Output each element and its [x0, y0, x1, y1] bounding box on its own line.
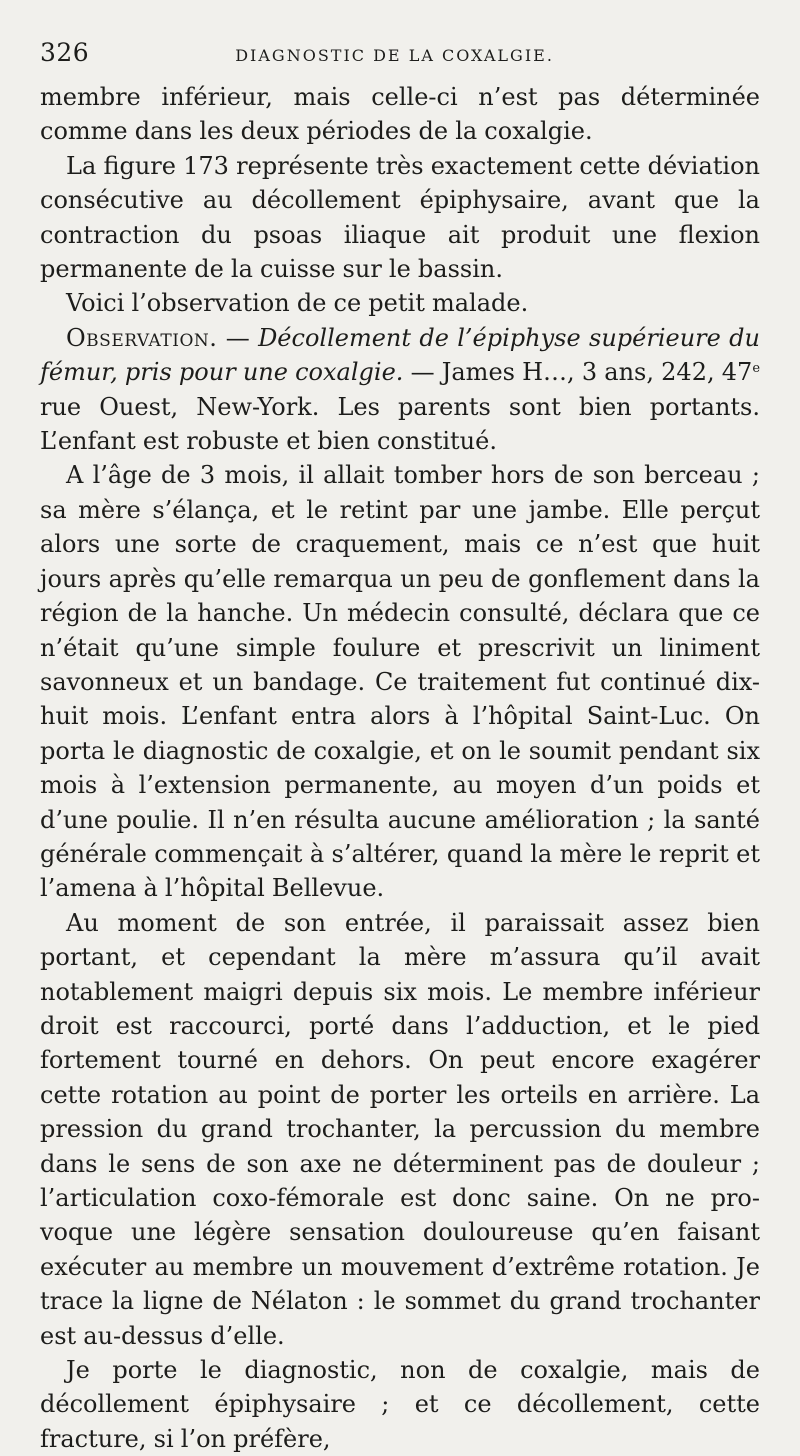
page-header — [40, 38, 760, 78]
paragraph-examination: Au moment de son entrée, il paraissait assez bien portant, et cependant la mère m’assura qu’il avait notablement maigri depuis six mois. Le membre inférieur droit est raccourci, porté dans l’adduction, et le pied fortement tourné en dehors. On peut encore exagérer cette rotation au point de porter les orteils en arrière. La pression du grand trochanter, la percussion du membre dans le sens de son axe ne déterminent pas de douleur ; l’articulation coxo-fémorale est donc saine. On ne provoque une légère sensation douloureuse qu’en faisant exécuter au membre un mouvement d’extrême rotation. Je trace la ligne de Nélaton : le sommet du grand trochanter est au-dessus d’elle. — [40, 908, 760, 1350]
running-head: DIAGNOSTIC DE LA COXALGIE. — [235, 46, 554, 65]
dash: — — [217, 323, 259, 352]
page-number: 326 — [40, 38, 90, 67]
paragraph-continuation: membre inférieur, mais celle-ci n’est pas déterminée comme dans les deux périodes de la coxalgie. — [40, 83, 760, 146]
paragraph-figure-reference: La figure 173 représente très exactement cette déviation consécutive au décollement épiphysaire, avant que la contraction du psoas iliaque ait produit une flexion permanente de la cuisse sur le bassin. — [40, 151, 760, 284]
observation-label: Observation. — [66, 323, 218, 352]
observation-title: Décollement de l’épiphyse supérieure du fémur, pris pour une coxalgie. — [40, 323, 760, 387]
observation-text-cont: rue Ouest, New-York. Les parents sont bien portants. L’enfant est robuste et bien constitué. — [40, 392, 760, 456]
superscript: e — [752, 361, 761, 377]
paragraph-observation-intro: Voici l’observation de ce petit malade. — [66, 289, 529, 318]
body-text — [40, 80, 760, 1456]
paragraph-observation — [40, 321, 760, 459]
observation-text: James H…, 3 ans, 242, 47 — [441, 358, 753, 387]
paragraph-diagnosis: Je porte le diagnostic, non de coxalgie, mais de décollement épiphysaire ; et ce décollement, cette fracture, si l’on préfère, — [40, 1356, 760, 1453]
dash: — — [403, 358, 442, 387]
paragraph-history: A l’âge de 3 mois, il allait tomber hors de son berceau ; sa mère s’élança, et le retint par une jambe. Elle perçut alors une sorte de craquement, mais ce n’est que huit jours après qu’elle remarqua un peu de gonflement dans la région de la hanche. Un médecin consulté, déclara que ce n’était qu’une simple foulure et prescrivit un liniment savonneux et un bandage. Ce traitement fut continué dix-huit mois. L’enfant entra alors à l’hôpital Saint-Luc. On porta le diagnostic de coxalgie, et on le soumit pendant six mois à l’extension permanente, au moyen d’un poids et d’une poulie. Il n’en résulta aucune amélioration ; la santé générale commençait à s’altérer, quand la mère le reprit et l’amena à l’hôpital Bellevue. — [40, 461, 760, 903]
